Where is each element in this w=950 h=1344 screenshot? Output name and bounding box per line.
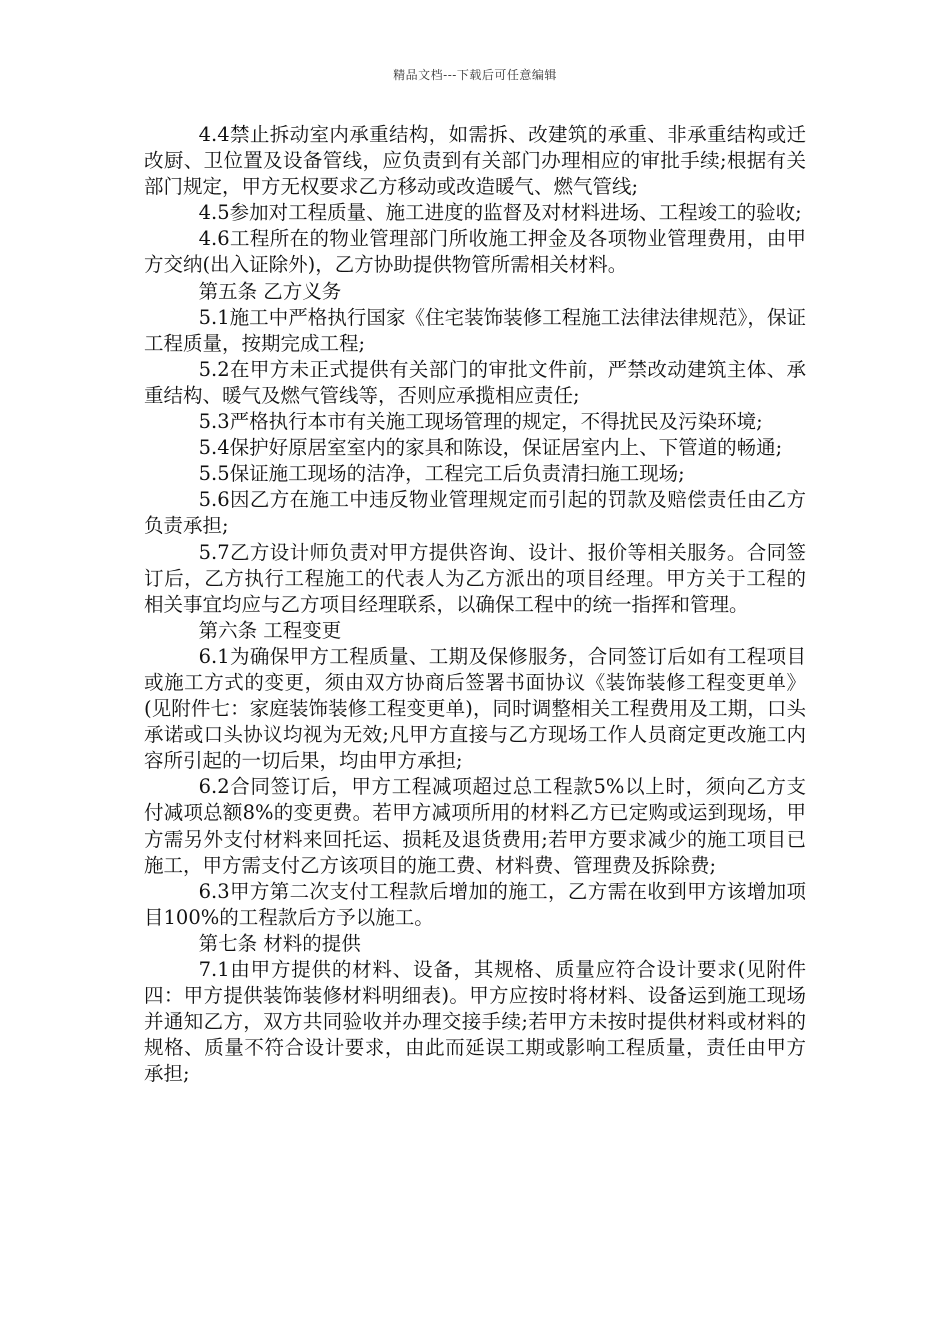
paragraph-5-7: 5.7乙方设计师负责对甲方提供咨询、设计、报价等相关服务。合同签订后，乙方执行工程施工的代表人为乙方派出的项目经理。甲方关于工程的相关事宜均应与乙方项目经理联系，以确保工程中的统一指挥和管理。 bbox=[144, 540, 806, 616]
paragraph-5-3: 5.3严格执行本市有关施工现场管理的规定，不得扰民及污染环境; bbox=[198, 410, 763, 434]
section-heading-5: 第五条 乙方义务 bbox=[198, 279, 342, 303]
paragraph-5-6: 5.6因乙方在施工中违反物业管理规定而引起的罚款及赔偿责任由乙方负责承担; bbox=[144, 488, 806, 538]
paragraph-5-5: 5.5保证施工现场的洁净，工程完工后负责清扫施工现场; bbox=[198, 462, 685, 486]
paragraph-6-2: 6.2合同签订后，甲方工程减项超过总工程款5%以上时，须向乙方支付减项总额8%的变更费。若甲方减项所用的材料乙方已定购或运到现场，甲方需另外支付材料来回托运、损耗及退货费用;若甲方要求减少的施工项目已施工，甲方需支付乙方该项目的施工费、材料费、管理费及拆除费; bbox=[144, 775, 806, 877]
paragraph-5-1: 5.1施工中严格执行国家《住宅装饰装修工程施工法律法律规范》，保证工程质量，按期完成工程; bbox=[144, 305, 806, 355]
paragraph-4-6: 4.6工程所在的物业管理部门所收施工押金及各项物业管理费用，由甲方交纳(出入证除外)，乙方协助提供物管所需相关材料。 bbox=[144, 227, 806, 277]
paragraph-4-4: 4.4禁止拆动室内承重结构，如需拆、改建筑的承重、非承重结构或迁改厨、卫位置及设备管线，应负责到有关部门办理相应的审批手续;根据有关部门规定，甲方无权要求乙方移动或改造暖气、燃气管线; bbox=[144, 123, 806, 199]
paragraph-7-1: 7.1由甲方提供的材料、设备，其规格、质量应符合设计要求(见附件四：甲方提供装饰装修材料明细表)。甲方应按时将材料、设备运到施工现场并通知乙方，双方共同验收并办理交接手续;若甲方未按时提供材料或材料的规格、质量不符合设计要求，由此而延误工期或影响工程质量，责任由甲方承担; bbox=[144, 958, 806, 1086]
section-heading-6: 第六条 工程变更 bbox=[198, 618, 342, 642]
paragraph-5-4: 5.4保护好原居室室内的家具和陈设，保证居室内上、下管道的畅通; bbox=[198, 436, 783, 460]
paragraph-4-5: 4.5参加对工程质量、施工进度的监督及对材料进场、工程竣工的验收; bbox=[198, 201, 802, 225]
paragraph-6-3: 6.3甲方第二次支付工程款后增加的施工，乙方需在收到甲方该增加项目100%的工程款后方予以施工。 bbox=[144, 879, 806, 929]
section-heading-7: 第七条 材料的提供 bbox=[198, 931, 361, 955]
page-header: 精品文档---下载后可任意编辑 bbox=[393, 68, 557, 82]
paragraph-5-2: 5.2在甲方未正式提供有关部门的审批文件前，严禁改动建筑主体、承重结构、暖气及燃气管线等，否则应承揽相应责任; bbox=[144, 357, 806, 407]
document-body bbox=[144, 122, 806, 1087]
paragraph-6-1: 6.1为确保甲方工程质量、工期及保修服务，合同签订后如有工程项目或施工方式的变更，须由双方协商后签署书面协议《装饰装修工程变更单》(见附件七：家庭装饰装修工程变更单)，同时调整相关工程费用及工期，口头承诺或口头协议均视为无效;凡甲方直接与乙方现场工作人员商定更改施工内容所引起的一切后果，均由甲方承担; bbox=[144, 644, 806, 773]
